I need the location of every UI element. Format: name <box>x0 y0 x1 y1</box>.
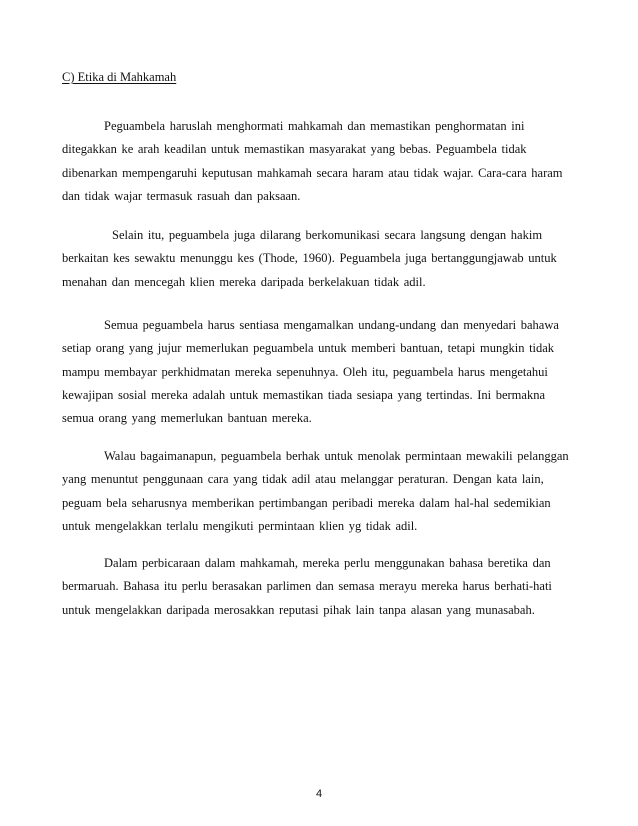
paragraph-line: menahan dan mencegah klien mereka daripada berkelakuan tidak adil. <box>62 274 426 289</box>
paragraph-line: bermaruah. Bahasa itu perlu berasakan parlimen dan semasa merayu mereka harus berhati-hati <box>62 579 552 594</box>
paragraph-4 <box>62 445 567 538</box>
paragraph-line: peguam bela seharusnya memberikan pertimbangan peribadi mereka dalam hal-hal sedemikian <box>62 495 551 510</box>
paragraph-line: Selain itu, peguambela juga dilarang berkomunikasi secara langsung dengan hakim <box>112 228 543 242</box>
page-number: 4 <box>315 788 323 800</box>
paragraph-line: yang menuntut penggunaan cara yang tidak adil atau melanggar peraturan. Dengan kata lain, <box>62 472 544 487</box>
paragraph-line: ditegakkan ke arah keadilan untuk memastikan masyarakat yang bebas. Peguambela tidak <box>62 142 527 157</box>
paragraph-line: setiap orang yang jujur memerlukan peguambela untuk memberi bantuan, tetapi mungkin tidak <box>62 341 555 356</box>
paragraph-line: untuk mengelakkan daripada merosakkan reputasi pihak lain tanpa alasan yang munasabah. <box>62 602 535 617</box>
paragraph-line: Peguambela haruslah menghormati mahkamah dan memastikan penghormatan ini <box>104 119 525 133</box>
paragraph-line: semua orang yang memerlukan bantuan mereka. <box>62 411 312 426</box>
paragraph-line: berkaitan kes sewaktu menunggu kes (Thode, 1960). Peguambela juga bertanggungjawab untuk <box>62 251 557 266</box>
paragraph-line: Walau bagaimanapun, peguambela berhak untuk menolak permintaan mewakili pelanggan <box>104 449 569 463</box>
section-heading: C) Etika di Mahkamah <box>62 70 177 84</box>
paragraph-1 <box>62 115 567 208</box>
paragraph-2 <box>62 224 567 294</box>
paragraph-line: dibenarkan mempengaruhi keputusan mahkamah secara haram atau tidak wajar. Cara-cara haram <box>62 165 563 180</box>
paragraph-line: mampu membayar perkhidmatan mereka sepenuhnya. Oleh itu, peguambela harus mengetahui <box>62 364 548 379</box>
paragraph-line: dan tidak wajar termasuk rasuah dan paksaan. <box>62 188 301 203</box>
paragraph-3 <box>62 314 567 430</box>
paragraph-line: kewajipan sosial mereka adalah untuk memastikan tiada sesiapa yang tertindas. Ini bermakna <box>62 387 546 402</box>
paragraph-line: untuk mengelakkan terlalu mengikuti permintaan klien yg tidak adil. <box>62 518 418 533</box>
paragraph-line: Semua peguambela harus sentiasa mengamalkan undang-undang dan menyedari bahawa <box>104 318 559 332</box>
paragraph-line: Dalam perbicaraan dalam mahkamah, mereka perlu menggunakan bahasa beretika dan <box>104 556 551 570</box>
paragraph-5 <box>62 552 567 622</box>
